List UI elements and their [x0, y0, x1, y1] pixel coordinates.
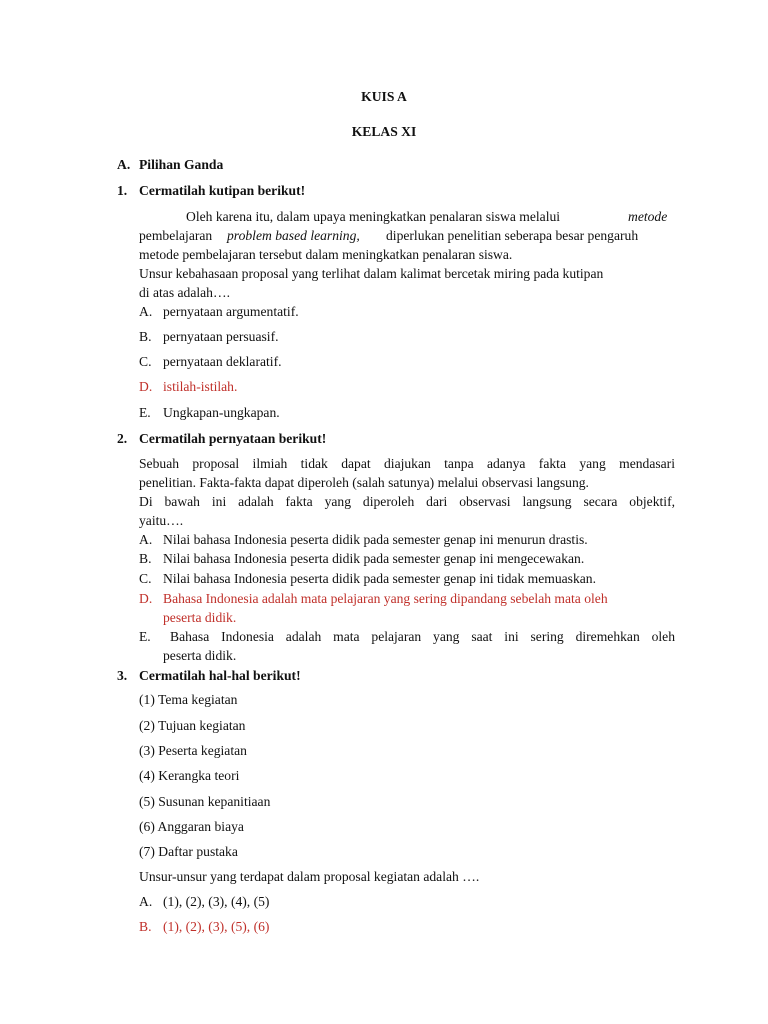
- q1-passage-line-2b: problem based learning,: [227, 228, 360, 243]
- q3-item-2: (2) Tujuan kegiatan: [139, 718, 246, 733]
- option-text: Bahasa Indonesia adalah mata pelajaran yang sering dipandang sebelah mata oleh: [163, 591, 608, 606]
- option-letter: A.: [139, 894, 153, 909]
- option-letter: B.: [139, 919, 152, 934]
- quiz-title: KUIS A: [361, 89, 407, 104]
- q1-passage-line-1a: Oleh karena itu, dalam upaya meningkatkan penalaran siswa melalui: [186, 209, 561, 224]
- q2-option-e[interactable]: [0, 629, 768, 667]
- question-1-number: 1.: [117, 183, 128, 198]
- option-text: Bahasa Indonesia adalah mata pelajaran yang saat ini sering diremehkan oleh: [170, 629, 675, 644]
- option-text: istilah-istilah.: [163, 379, 238, 394]
- option-letter: E.: [139, 629, 151, 644]
- q1-option-b[interactable]: [0, 329, 768, 349]
- q2-paragraph-line-4: yaitu….: [139, 513, 184, 528]
- q2-option-c[interactable]: [0, 571, 768, 590]
- option-text: pernyataan deklaratif.: [163, 354, 282, 369]
- q2-option-b[interactable]: [0, 551, 768, 570]
- q1-option-c[interactable]: [0, 354, 768, 374]
- q1-passage-line-1b: metode: [628, 209, 668, 224]
- section-letter: A.: [117, 157, 131, 172]
- option-letter: A.: [139, 304, 153, 319]
- q1-option-a[interactable]: [0, 304, 768, 324]
- question-1-heading: Cermatilah kutipan berikut!: [139, 183, 306, 198]
- q3-option-a[interactable]: [0, 894, 768, 914]
- q3-item-1: (1) Tema kegiatan: [139, 692, 238, 707]
- q3-item-3: (3) Peserta kegiatan: [139, 743, 247, 758]
- option-text: (1), (2), (3), (5), (6): [163, 919, 270, 934]
- question-3-heading: Cermatilah hal-hal berikut!: [139, 668, 301, 683]
- option-text-continued: peserta didik.: [163, 610, 237, 625]
- q1-passage-line-3: metode pembelajaran tersebut dalam meningkatkan penalaran siswa.: [139, 247, 513, 262]
- option-text: pernyataan argumentatif.: [163, 304, 299, 319]
- option-text: (1), (2), (3), (4), (5): [163, 894, 270, 909]
- class-subtitle: KELAS XI: [351, 124, 417, 139]
- q3-prompt: Unsur-unsur yang terdapat dalam proposal kegiatan adalah ….: [139, 869, 480, 884]
- q2-paragraph-line-1: Sebuah proposal ilmiah tidak dapat diajukan tanpa adanya fakta yang mendasari: [139, 456, 675, 471]
- option-text: Nilai bahasa Indonesia peserta didik pada semester genap ini menurun drastis.: [163, 532, 588, 547]
- q1-option-d-answer[interactable]: [0, 379, 768, 399]
- q3-item-4: (4) Kerangka teori: [139, 768, 240, 783]
- q1-option-e[interactable]: [0, 405, 768, 425]
- option-letter: C.: [139, 571, 152, 586]
- option-text: Nilai bahasa Indonesia peserta didik pada semester genap ini tidak memuaskan.: [163, 571, 596, 586]
- q1-prompt-line-2: di atas adalah….: [139, 285, 230, 300]
- section-title: Pilihan Ganda: [139, 157, 224, 172]
- q2-paragraph-line-2: penelitian. Fakta-fakta dapat diperoleh (salah satunya) melalui observasi langsung.: [139, 475, 589, 490]
- q2-paragraph-line-3: Di bawah ini adalah fakta yang diperoleh dari observasi langsung secara objektif,: [139, 494, 675, 509]
- q2-option-a[interactable]: [0, 532, 768, 551]
- q1-passage-line-2a: pembelajaran: [139, 228, 213, 243]
- q3-item-7: (7) Daftar pustaka: [139, 844, 238, 859]
- option-letter: A.: [139, 532, 153, 547]
- q1-passage-line-2c: diperlukan penelitian seberapa besar pengaruh: [386, 228, 639, 243]
- q2-option-d-answer[interactable]: [0, 591, 768, 629]
- q3-option-b-answer[interactable]: [0, 919, 768, 939]
- option-letter: B.: [139, 551, 152, 566]
- option-letter: D.: [139, 379, 153, 394]
- q3-item-5: (5) Susunan kepanitiaan: [139, 794, 271, 809]
- q1-prompt-line-1: Unsur kebahasaan proposal yang terlihat dalam kalimat bercetak miring pada kutipan: [139, 266, 604, 281]
- q3-item-6: (6) Anggaran biaya: [139, 819, 244, 834]
- question-2-heading: Cermatilah pernyataan berikut!: [139, 431, 327, 446]
- question-2-number: 2.: [117, 431, 128, 446]
- option-letter: E.: [139, 405, 151, 420]
- option-letter: D.: [139, 591, 153, 606]
- option-text-continued: peserta didik.: [163, 648, 237, 663]
- option-text: Nilai bahasa Indonesia peserta didik pada semester genap ini mengecewakan.: [163, 551, 585, 566]
- question-3-number: 3.: [117, 668, 128, 683]
- option-text: Ungkapan-ungkapan.: [163, 405, 280, 420]
- option-letter: C.: [139, 354, 152, 369]
- option-letter: B.: [139, 329, 152, 344]
- option-text: pernyataan persuasif.: [163, 329, 279, 344]
